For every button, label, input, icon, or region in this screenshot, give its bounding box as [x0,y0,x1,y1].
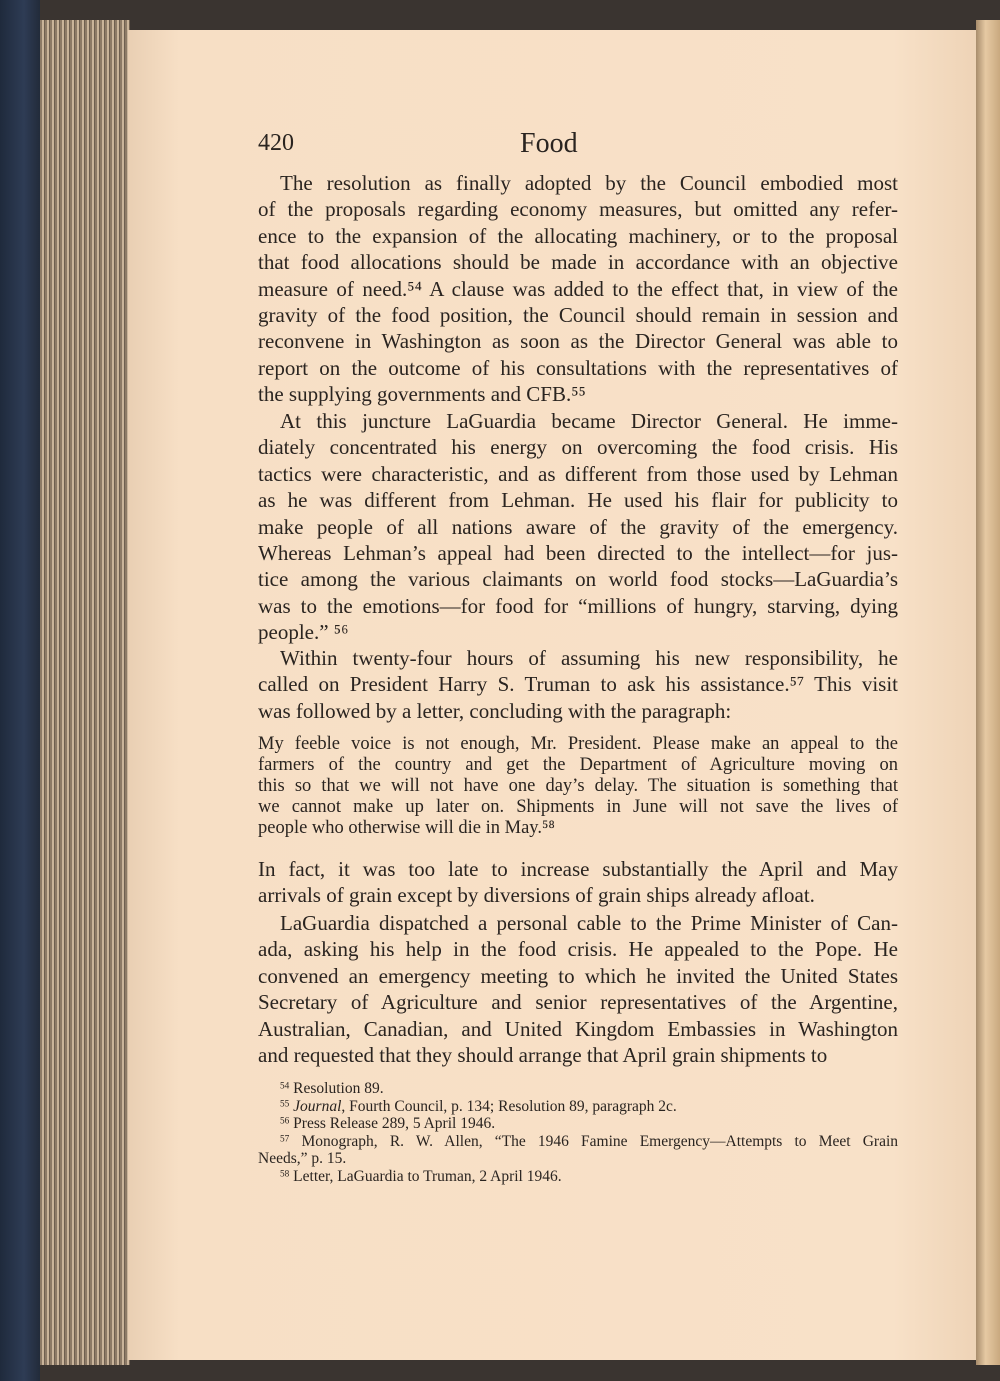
paragraph-5 [258,910,898,1068]
text-line: Australian, Canadian, and United Kingdom Embassies in Washington [258,1016,898,1041]
footnote-text: Letter, LaGuardia to Truman, 2 April 1946. [293,1167,562,1185]
footnote-57 [258,1133,898,1151]
text-line: the supplying governments and CFB.⁵⁵ [258,382,586,407]
text-line: arrivals of grain except by diversions of grain ships already afloat. [258,883,815,908]
text-line: and requested that they should arrange that April grain shipments to [258,1043,828,1068]
text-line: was to the emotions—for food for “millions of hungry, starving, dying [258,593,898,618]
page-edges [40,20,130,1365]
text-line: as he was different from Lehman. He used his flair for publicity to [258,488,898,513]
text-line: tice among the various claimants on world food stocks—LaGuardia’s [258,567,898,592]
footnotes [258,1080,898,1185]
text-line: make people of all nations aware of the gravity of the emergency. [258,514,898,539]
text-line: that food allocations should be made in accordance with an objective [258,250,898,275]
text-line: convened an emergency meeting to which he invited the United States [258,963,898,988]
text-line: this so that we will not have one day’s delay. The situation is something that [258,776,898,796]
footnote-text: Press Release 289, 5 April 1946. [293,1115,496,1132]
paragraph-3 [258,645,898,724]
text-line: Whereas Lehman’s appeal had been directed to the intellect—for jus- [258,541,898,566]
running-title: Food [520,128,578,159]
text-line: diately concentrated his energy on overcoming the food crisis. His [258,435,898,460]
block-quote [258,734,898,839]
footnote-58 [258,1168,898,1186]
footnote-54 [258,1080,898,1098]
text-line: report on the outcome of his consultations with the representatives of [258,355,898,380]
text-line: was followed by a letter, concluding with the paragraph: [258,698,732,723]
footnote-55 [258,1098,898,1116]
text-line: people.” ⁵⁶ [258,620,349,645]
paragraph-1 [258,170,898,408]
paragraph-2 [258,408,898,646]
text-line: of the proposals regarding economy measures, but omitted any refer- [258,197,898,222]
text-line: farmers of the country and get the Department of Agriculture moving on [258,755,898,775]
text-line: measure of need.⁵⁴ A clause was added to the effect that, in view of the [258,276,898,301]
text-line: LaGuardia dispatched a personal cable to the Prime Minister of Can- [280,911,898,935]
paragraph-4 [258,856,898,909]
footnote-57-continued: Needs,” p. 15. [258,1150,347,1167]
page-number: 420 [258,130,294,156]
text-line: reconvene in Washington as soon as the Director General was able to [258,329,898,354]
text-line: ada, asking his help in the food crisis. He appealed to the Pope. He [258,937,898,962]
footnote-text: Resolution 89. [293,1080,384,1097]
text-line: ence to the expansion of the allocating machinery, or to the proposal [258,223,898,248]
footnote-number: 55 [280,1098,290,1109]
text-line: The resolution as finally adopted by the Council embodied most [280,171,898,195]
text-line: Within twenty-four hours of assuming his new responsibility, he [280,646,898,670]
footnote-number: 56 [280,1116,290,1127]
footnote-number: 54 [280,1081,290,1092]
text-line: called on President Harry S. Truman to ask his assistance.⁵⁷ This visit [258,672,898,697]
footnote-number: 57 [280,1133,290,1144]
text-line: people who otherwise will die in May.⁵⁸ [258,818,555,838]
book-binding [0,0,40,1381]
text-line: we cannot make up later on. Shipments in June will not save the lives of [258,797,898,817]
footnote-number: 58 [280,1168,290,1179]
text-line: My feeble voice is not enough, Mr. President. Please make an appeal to the [258,734,898,754]
text-line: Secretary of Agriculture and senior representatives of the Argentine, [258,990,898,1015]
footnote-56 [258,1115,898,1133]
text-line: tactics were characteristic, and as different from those used by Lehman [258,461,898,486]
text-line: gravity of the food position, the Council should remain in session and [258,303,898,328]
facing-page-edge [976,20,1000,1365]
footnote-text: Monograph, R. W. Allen, “The 1946 Famine Emergency—Attempts to Meet Grain [301,1132,899,1150]
text-line: At this juncture LaGuardia became Director General. He imme- [280,409,898,433]
text-line: In fact, it was too late to increase substantially the April and May [258,857,898,881]
footnote-text: Journal, Fourth Council, p. 134; Resolution 89, paragraph 2c. [293,1097,677,1115]
